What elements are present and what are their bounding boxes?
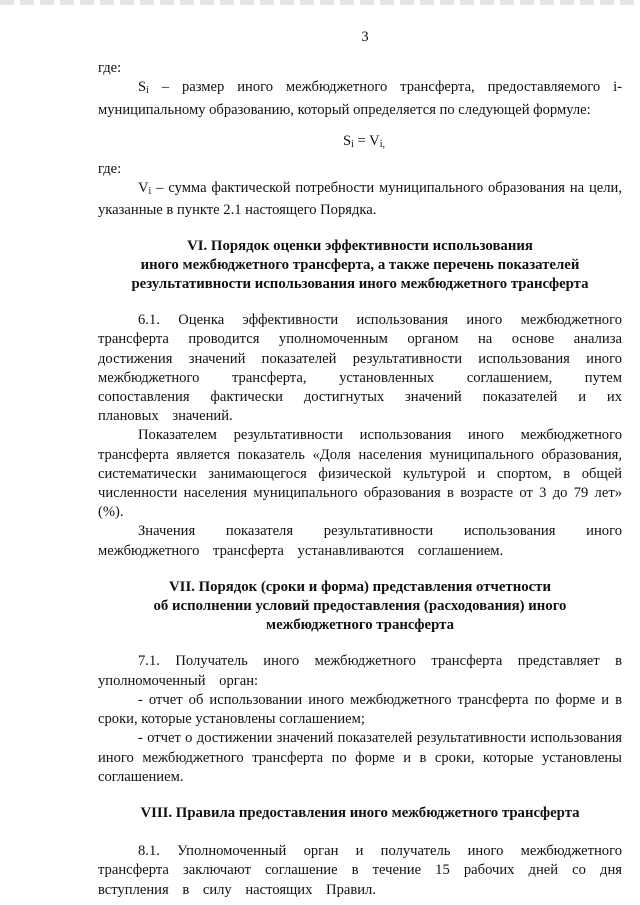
paragraph-6-values: Значения показателя результативности использования иного межбюджетного трансферта устанавливаются соглашением. xyxy=(98,523,622,559)
scan-artifact xyxy=(0,0,640,5)
formula-left-sub: i xyxy=(351,138,354,150)
si-symbol: S xyxy=(138,79,147,96)
document-page xyxy=(98,28,622,900)
section-7-heading-line: VII. Порядок (сроки и форма) представления отчетности xyxy=(169,578,551,595)
vi-subscript: i xyxy=(148,186,152,198)
vi-symbol: V xyxy=(138,180,149,197)
si-definition xyxy=(98,78,622,119)
where-label: где: xyxy=(98,60,122,77)
formula-right-sub: i, xyxy=(379,138,385,150)
vi-definition xyxy=(98,179,622,220)
formula-eq: = V xyxy=(353,132,380,149)
paragraph-7-report-results: - отчет о достижении значений показателей результативности использования иного межбюджетного трансферта по форме и в сроки, которые установлены соглашением. xyxy=(98,730,622,785)
formula xyxy=(98,132,622,154)
section-7-heading xyxy=(98,578,622,636)
where-label-2: где: xyxy=(98,161,122,178)
paragraph-7-report-use: - отчет об использовании иного межбюджетного трансферта по форме и в сроки, которые установлены соглашением; xyxy=(98,691,622,728)
section-7-heading-line: об исполнении условий предоставления (расходования) иного xyxy=(153,598,567,615)
paragraph-8-1: 8.1. Уполномоченный орган и получатель иного межбюджетного трансферта заключают соглашение в течение 15 рабочих дней со дня вступления в силу настоящих Правил. xyxy=(98,843,622,898)
section-6-heading-line: результативности использования иного межбюджетного трансферта xyxy=(131,276,589,293)
vi-text: – сумма фактической потребности муниципального образования на цели, указанные в пункте 2.1 настоящего Порядка. xyxy=(98,180,622,219)
section-6-heading-line: VI. Порядок оценки эффективности использования xyxy=(187,237,533,254)
paragraph-6-1: 6.1. Оценка эффективности использования иного межбюджетного трансферта проводится уполномоченным органом на основе анализа достижения значений показателей результативности использования иного межбюджетного трансферта, установленных соглашением, путем сопоставления фактически достигнутых значений показателей и их плановых значений. xyxy=(98,312,622,425)
page-number: 3 xyxy=(361,29,369,45)
section-7-heading-line: межбюджетного трансферта xyxy=(266,617,454,634)
si-text: – размер иного межбюджетного трансферта, предоставляемого i-муниципальному образованию, который определяется по следующей формуле: xyxy=(98,79,622,118)
paragraph-6-indicator: Показателем результативности использования иного межбюджетного трансферта является показатель «Доля населения муниципального образования, систематически занимающегося физической культурой и спортом, в общей численности населения муниципального образования в возрасте от 3 до 79 лет» (%). xyxy=(98,427,622,521)
paragraph-7-1: 7.1. Получатель иного межбюджетного трансферта представляет в уполномоченный орган: xyxy=(98,653,622,689)
section-8-heading: VIII. Правила предоставления иного межбюджетного трансферта xyxy=(140,804,580,821)
formula-left: S xyxy=(343,132,352,149)
section-6-heading xyxy=(98,237,622,295)
section-6-heading-line: иного межбюджетного трансферта, а также перечень показателей xyxy=(140,256,580,273)
si-subscript: i xyxy=(146,85,149,97)
